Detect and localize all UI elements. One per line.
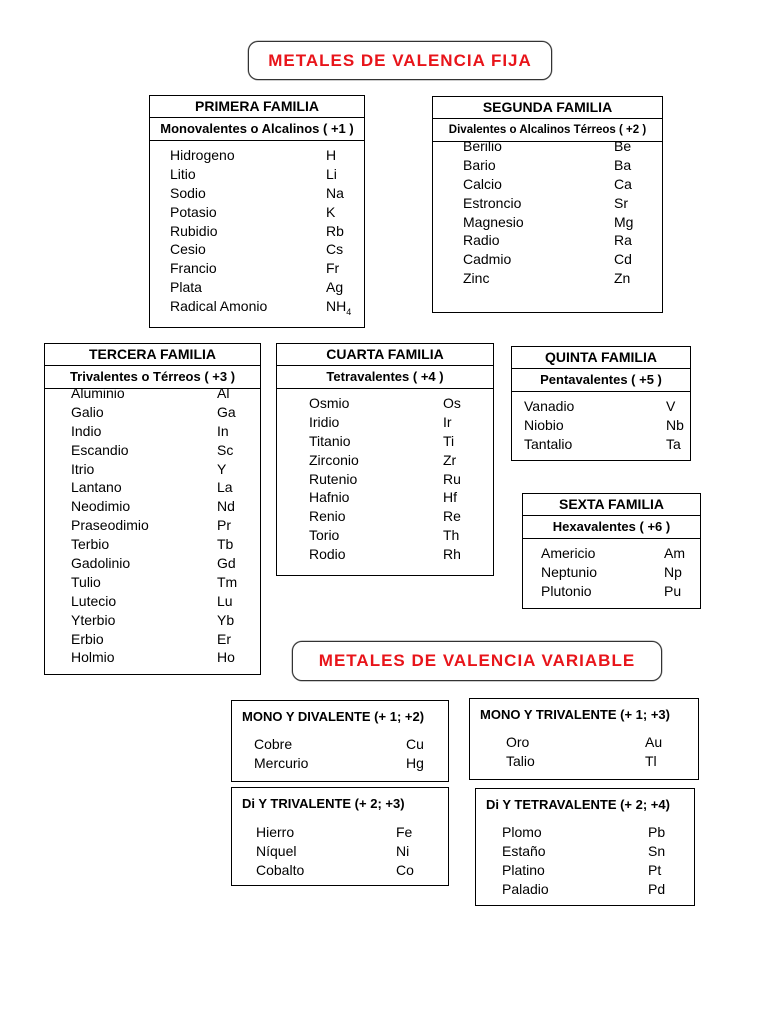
primera-familia-box — [149, 95, 365, 328]
element-row — [232, 755, 448, 774]
element-symbol: La — [217, 479, 233, 496]
element-list — [523, 545, 700, 602]
element-symbol: Yb — [217, 611, 235, 628]
element-name: Neodimio — [71, 498, 131, 515]
element-symbol: Y — [217, 460, 227, 477]
family-subtitle: Hexavalentes ( +6 ) — [523, 515, 700, 539]
element-row — [523, 564, 700, 583]
element-row — [232, 736, 448, 755]
element-list — [232, 824, 448, 881]
element-name: Galio — [71, 403, 104, 420]
element-symbol: Cu — [406, 736, 424, 752]
element-name: Potasio — [170, 203, 217, 220]
element-symbol: V — [666, 398, 676, 414]
element-symbol: Lu — [217, 592, 233, 609]
di-tetravalente-box — [475, 788, 695, 906]
element-name: Torio — [309, 527, 340, 544]
subscript: 4 — [346, 306, 352, 317]
segunda-familia-box — [432, 96, 663, 313]
mono-trivalente-box — [469, 698, 699, 780]
group-title: Di Y TRIVALENTE (+ 2; +3) — [242, 796, 405, 811]
element-symbol: Ru — [443, 470, 461, 487]
element-symbol: Mg — [614, 213, 634, 230]
element-name: Hidrogeno — [170, 147, 235, 163]
element-symbol: Pr — [217, 517, 231, 534]
element-row — [232, 843, 448, 862]
family-title: CUARTA FAMILIA — [326, 346, 444, 362]
element-row — [523, 545, 700, 564]
family-title: SEXTA FAMILIA — [559, 496, 664, 512]
element-name: Lantano — [71, 479, 122, 496]
element-name: Cobre — [254, 736, 293, 752]
element-row — [45, 555, 260, 574]
element-row — [150, 223, 364, 242]
element-symbol: Rh — [443, 546, 461, 563]
family-title: PRIMERA FAMILIA — [195, 98, 319, 114]
family-title: QUINTA FAMILIA — [545, 349, 657, 365]
element-row — [150, 204, 364, 223]
element-name: Magnesio — [463, 213, 524, 230]
element-row — [45, 404, 260, 423]
element-symbol: Ca — [614, 175, 632, 192]
element-symbol: Fe — [396, 824, 413, 840]
element-symbol: Sc — [217, 441, 234, 458]
element-row — [476, 843, 694, 862]
element-name: Calcio — [463, 175, 502, 192]
element-row — [277, 508, 493, 527]
element-name: Hierro — [256, 824, 295, 840]
element-symbol: Er — [217, 630, 231, 647]
element-name: Níquel — [256, 842, 297, 859]
element-symbol: Fr — [326, 260, 340, 277]
family-subtitle: Divalentes o Alcalinos Térreos ( +2 ) — [433, 118, 662, 142]
element-symbol: In — [217, 422, 229, 439]
element-list — [433, 138, 662, 289]
element-name: Rodio — [309, 546, 346, 563]
element-row — [476, 862, 694, 881]
element-row — [150, 260, 364, 279]
element-row — [232, 824, 448, 843]
family-subtitle: Pentavalentes ( +5 ) — [512, 368, 690, 392]
element-symbol: Th — [443, 527, 460, 544]
cuarta-familia-box — [276, 343, 494, 576]
element-symbol: Ti — [443, 432, 455, 449]
group-title: MONO Y DIVALENTE (+ 1; +2) — [242, 709, 425, 724]
element-name: Paladio — [502, 880, 549, 897]
element-name: Zinc — [463, 270, 490, 287]
element-list — [150, 147, 364, 317]
sexta-familia-box — [522, 493, 701, 609]
element-name: Holmio — [71, 649, 115, 666]
element-name: Berilio — [463, 138, 502, 154]
element-row — [277, 433, 493, 452]
element-symbol: Os — [443, 395, 461, 411]
di-trivalente-box — [231, 787, 449, 886]
element-symbol: Cd — [614, 251, 632, 268]
element-name: Titanio — [309, 432, 351, 449]
element-name: Mercurio — [254, 754, 309, 771]
element-row — [277, 395, 493, 414]
element-name: Yterbio — [71, 611, 116, 628]
element-symbol: Nb — [666, 416, 684, 433]
element-list — [232, 736, 448, 774]
element-symbol: Gd — [217, 555, 236, 572]
element-name: Sodio — [170, 184, 206, 201]
element-name: Bario — [463, 156, 496, 173]
element-row — [45, 593, 260, 612]
family-subtitle: Monovalentes o Alcalinos ( +1 ) — [150, 117, 364, 141]
element-name: Estaño — [502, 842, 546, 859]
element-symbol: Al — [217, 385, 230, 401]
element-name: Gadolinio — [71, 555, 131, 572]
tercera-familia-box — [44, 343, 261, 675]
element-row — [512, 398, 690, 417]
element-row — [433, 138, 662, 157]
element-symbol: Ta — [666, 435, 681, 452]
family-title: TERCERA FAMILIA — [88, 346, 217, 362]
element-name: Vanadio — [524, 398, 575, 414]
element-symbol: Ba — [614, 156, 632, 173]
element-row — [512, 417, 690, 436]
element-name: Cesio — [170, 241, 206, 258]
element-row — [433, 214, 662, 233]
element-symbol: Hf — [443, 489, 457, 506]
element-symbol: Pb — [648, 824, 666, 840]
element-row — [512, 436, 690, 455]
element-list — [512, 398, 690, 455]
element-symbol: Ga — [217, 403, 236, 420]
element-row — [523, 583, 700, 602]
element-symbol: Re — [443, 508, 461, 525]
element-name: Americio — [541, 545, 596, 561]
fija-title: METALES DE VALENCIA FIJA — [268, 50, 532, 70]
quinta-familia-box — [511, 346, 691, 461]
element-name: Aluminio — [71, 385, 125, 401]
element-list — [45, 385, 260, 668]
variable-banner — [292, 641, 662, 681]
element-name: Litio — [170, 165, 196, 182]
element-symbol: Nd — [217, 498, 235, 515]
element-symbol: Ag — [326, 279, 344, 296]
element-name: Escandio — [71, 441, 129, 458]
element-list — [470, 734, 698, 772]
element-row — [433, 176, 662, 195]
element-symbol: Cs — [326, 241, 344, 258]
element-symbol: Pt — [648, 861, 662, 878]
element-row — [45, 536, 260, 555]
element-symbol: Li — [326, 165, 337, 182]
element-row — [277, 414, 493, 433]
element-row — [45, 517, 260, 536]
element-name: Estroncio — [463, 194, 522, 211]
family-title: SEGUNDA FAMILIA — [482, 99, 613, 115]
variable-title: METALES DE VALENCIA VARIABLE — [318, 651, 636, 670]
element-symbol: Sn — [648, 842, 666, 859]
element-row — [232, 862, 448, 881]
element-row — [277, 471, 493, 490]
element-symbol: Zr — [443, 451, 457, 468]
element-name: Rutenio — [309, 470, 358, 487]
element-row — [470, 734, 698, 753]
element-name: Tantalio — [524, 435, 573, 452]
element-symbol: Rb — [326, 222, 344, 239]
element-name: Cadmio — [463, 251, 512, 268]
element-row — [470, 753, 698, 772]
element-name: Radio — [463, 232, 500, 249]
element-name: Rubidio — [170, 222, 218, 239]
element-name: Cobalto — [256, 861, 305, 878]
element-symbol: Tb — [217, 536, 234, 553]
element-symbol: K — [326, 203, 336, 220]
element-symbol: Co — [396, 861, 414, 878]
element-symbol: Zn — [614, 270, 631, 287]
element-name: Renio — [309, 508, 346, 525]
element-list — [277, 395, 493, 565]
family-subtitle: Tetravalentes ( +4 ) — [277, 365, 493, 389]
element-symbol: Be — [614, 138, 632, 154]
mono-divalente-box — [231, 700, 449, 782]
element-row — [277, 452, 493, 471]
element-name: Iridio — [309, 413, 340, 430]
element-row — [150, 185, 364, 204]
element-row — [150, 166, 364, 185]
element-row — [45, 498, 260, 517]
element-list — [476, 824, 694, 900]
element-name: Tulio — [71, 573, 101, 590]
element-symbol: Np — [664, 563, 682, 580]
element-row — [476, 881, 694, 900]
family-subtitle: Trivalentes o Térreos ( +3 ) — [45, 365, 260, 389]
element-row — [150, 298, 364, 317]
element-name: Radical Amonio — [170, 298, 268, 315]
element-row — [45, 461, 260, 480]
element-symbol: Tl — [645, 752, 657, 769]
element-name: Plata — [170, 279, 202, 296]
element-name: Osmio — [309, 395, 350, 411]
element-symbol: Pd — [648, 880, 666, 897]
element-symbol: Ir — [443, 413, 452, 430]
element-name: Plomo — [502, 824, 542, 840]
element-row — [45, 649, 260, 668]
group-title: MONO Y TRIVALENTE (+ 1; +3) — [480, 707, 670, 722]
element-row — [277, 527, 493, 546]
element-row — [433, 157, 662, 176]
element-symbol: Am — [664, 545, 685, 561]
element-name: Erbio — [71, 630, 104, 647]
element-symbol: Au — [645, 734, 663, 750]
element-symbol: Ni — [396, 842, 410, 859]
element-name: Praseodimio — [71, 517, 149, 534]
element-name: Hafnio — [309, 489, 350, 506]
element-name: Platino — [502, 861, 545, 878]
element-name: Plutonio — [541, 582, 592, 599]
group-title: Di Y TETRAVALENTE (+ 2; +4) — [486, 797, 670, 812]
element-row — [433, 270, 662, 289]
element-symbol: Pu — [664, 582, 682, 599]
element-symbol: Hg — [406, 754, 424, 771]
element-row — [45, 423, 260, 442]
element-row — [45, 612, 260, 631]
element-name: Neptunio — [541, 563, 598, 580]
element-name: Terbio — [71, 536, 110, 553]
element-row — [476, 824, 694, 843]
fija-banner — [248, 41, 552, 80]
element-name: Lutecio — [71, 592, 117, 609]
element-row — [45, 385, 260, 404]
element-row — [277, 546, 493, 565]
element-name: Zirconio — [309, 451, 359, 468]
element-row — [45, 631, 260, 650]
element-row — [150, 279, 364, 298]
element-row — [45, 442, 260, 461]
element-symbol: Sr — [614, 194, 628, 211]
element-name: Francio — [170, 260, 217, 277]
element-row — [45, 479, 260, 498]
element-name: Indio — [71, 422, 102, 439]
element-row — [150, 147, 364, 166]
element-row — [433, 232, 662, 251]
element-symbol: Na — [326, 184, 344, 201]
element-row — [45, 574, 260, 593]
element-row — [150, 241, 364, 260]
element-symbol: Tm — [217, 573, 238, 590]
element-name: Talio — [506, 752, 535, 769]
element-symbol: H — [326, 147, 337, 163]
element-row — [277, 489, 493, 508]
element-name: Itrio — [71, 460, 95, 477]
element-name: Niobio — [524, 416, 564, 433]
element-row — [433, 195, 662, 214]
element-row — [433, 251, 662, 270]
element-symbol: Ra — [614, 232, 632, 249]
element-name: Oro — [506, 734, 530, 750]
element-symbol: $NH_4$ — [326, 298, 352, 317]
element-symbol: Ho — [217, 649, 235, 666]
